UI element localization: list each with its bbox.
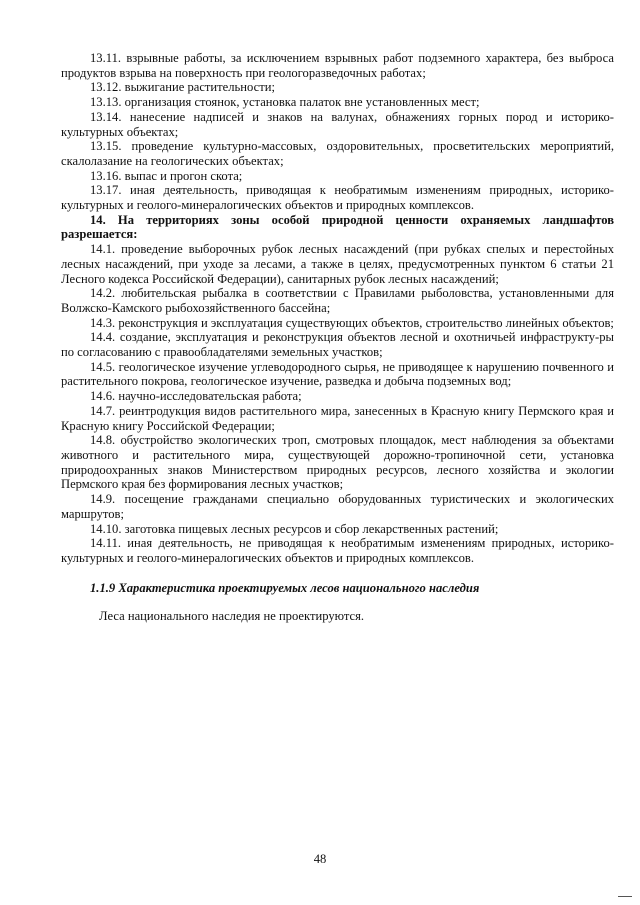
paragraph-14-2: 14.2. любительская рыбалка в соответствии с Правилами рыболовства, установленными для Волжско-Камского рыбохозяйственного бассейна;	[61, 286, 614, 315]
section-text: Леса национального наследия не проектируются.	[99, 609, 365, 624]
section-title: 1.1.9 Характеристика проектируемых лесов национального наследия	[90, 580, 480, 595]
corner-mark	[618, 896, 632, 897]
paragraph-14-10: 14.10. заготовка пищевых лесных ресурсов и сбор лекарственных растений;	[90, 521, 499, 536]
paragraph-14-7: 14.7. реинтродукция видов растительного мира, занесенных в Красную книгу Пермского края и Красную книгу Российской Федерации;	[61, 403, 614, 433]
paragraph-13-17: 13.17. иная деятельность, приводящая к необратимым изменениям природных, историко-культурных и геолого-минералогических объектов и природных комплексов.	[61, 183, 614, 213]
paragraph-14-3: 14.3. реконструкция и эксплуатация существующих объектов, строительство линейных объектов;	[90, 315, 614, 330]
paragraph-14-9: 14.9. посещение гражданами специально оборудованных туристических и экологических маршрутов;	[61, 492, 614, 521]
paragraph-14-1: 14.1. проведение выборочных рубок лесных насаждений (при рубках спелых и перестойных лесных насаждений, при уходе за лесами, а также в целях, предусмотренных пунктом 6 статьи 21 Лесного кодекса Российской Федерации), санитарных рубок лесных насаждений;	[61, 242, 614, 286]
paragraph-14-5: 14.5. геологическое изучение углеводородного сырья, не приводящее к нарушению почвенного и растительного покрова, геологическое изучение, разведка и добыча подземных вод;	[61, 359, 614, 389]
paragraph-13-11: 13.11. взрывные работы, за исключением взрывных работ подземного характера, без выброса продуктов взрыва на поверхность при геологоразведочных работах;	[61, 51, 614, 80]
paragraph-14-8: 14.8. обустройство экологических троп, смотровых площадок, мест наблюдения за объектами животного и растительного мира, существующей дорожно-тропиночной сети, установка природоохранных знаков Министерством природных ресурсов, лесного хозяйства и экологии Пермского края без формирования лесных участков;	[61, 433, 614, 492]
paragraph-14-6: 14.6. научно-исследовательская работа;	[90, 389, 302, 404]
paragraph-13-12: 13.12. выжигание растительности;	[90, 80, 275, 95]
paragraph-14-4: 14.4. создание, эксплуатация и реконструкция объектов лесной и охотничьей инфраструкту-ры по согласованию с правообладателями земельных участков;	[61, 330, 614, 360]
paragraph-13-13: 13.13. организация стоянок, установка палаток вне установленных мест;	[90, 95, 480, 110]
paragraph-13-16: 13.16. выпас и прогон скота;	[90, 168, 243, 183]
paragraph-14-heading: 14. На территориях зоны особой природной ценности охраняемых ландшафтов разрешается:	[61, 212, 614, 242]
paragraph-14-11: 14.11. иная деятельность, не приводящая к необратимым изменениям природных, историко-культурных и геолого-минералогических объектов и природных комплексов.	[61, 536, 614, 565]
paragraph-13-14: 13.14. нанесение надписей и знаков на валунах, обнажениях горных пород и историко-культурных объектах;	[61, 109, 614, 139]
body-text	[61, 51, 614, 624]
paragraph-13-15: 13.15. проведение культурно-массовых, оздоровительных, просветительских мероприятий, скалолазание на геологических объектах;	[61, 139, 614, 168]
page-number: 48	[313, 852, 327, 866]
